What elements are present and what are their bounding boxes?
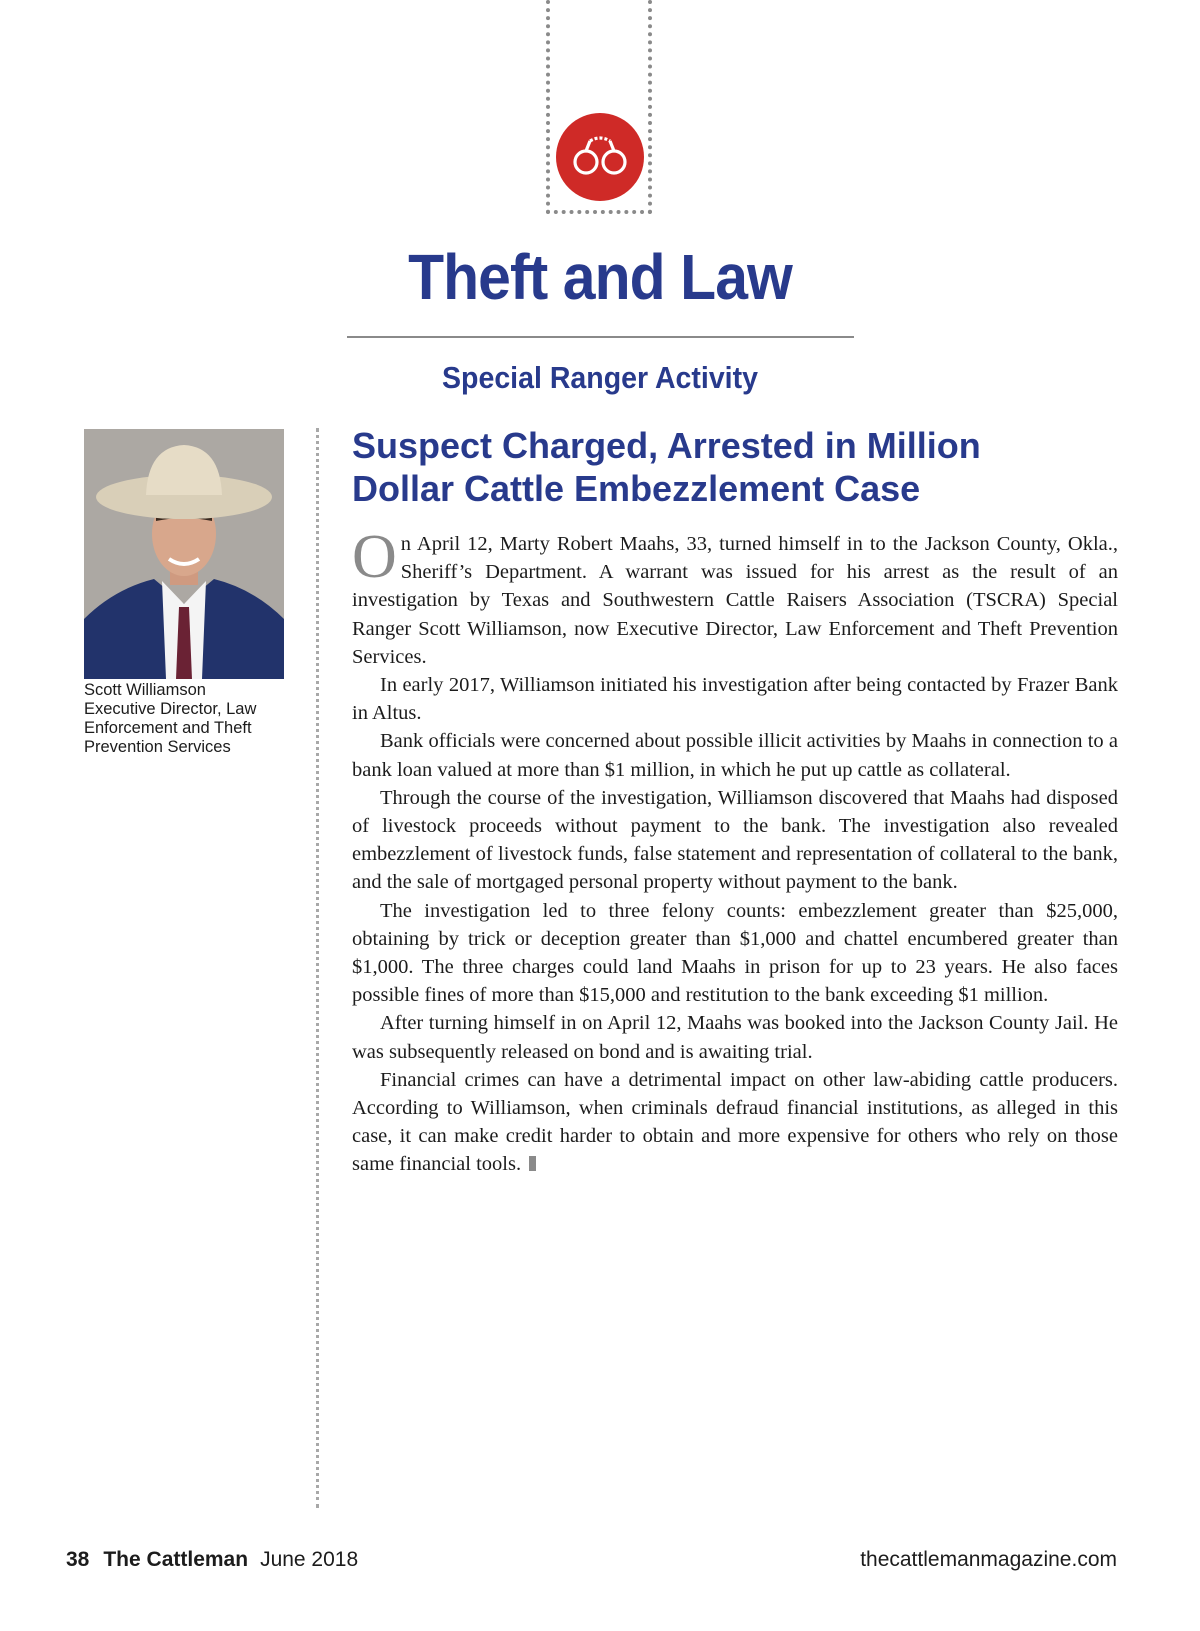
portrait-photo	[84, 429, 284, 679]
section-title: Theft and Law	[408, 241, 792, 313]
paragraph-text: n April 12, Marty Robert Maahs, 33, turned himself in to the Jackson County, Okla., Sheriff’s Department. A warrant was issued for his arrest as the result of an investigation by Texas and Southwestern Cattle Raisers Association (TSCRA) Special Ranger Scott Williamson, now Executive Director, Law Enforcement and Theft Prevention Services.	[352, 533, 1118, 668]
article-paragraph: In early 2017, Williamson initiated his investigation after being contacted by Frazer Bank in Altus.	[352, 674, 1118, 725]
handcuffs-icon	[556, 113, 644, 201]
article-paragraph: The investigation led to three felony counts: embezzlement greater than $25,000, obtaining by trick or deception greater than $1,000 and chattel encumbered greater than $1,000. The three charges could land Maahs in prison for up to 23 years. He also faces possible fines of more than $15,000 and restitution to the bank exceeding $1 million.	[352, 899, 1118, 1007]
article-body	[352, 523, 1118, 1179]
footer-publication	[66, 1548, 358, 1572]
footer-website[interactable]: thecattlemanmagazine.com	[860, 1548, 1117, 1571]
issue-date: June 2018	[260, 1548, 359, 1571]
paragraph-text: Financial crimes can have a detrimental impact on other law-abiding cattle producers. According to Williamson, when criminals defraud financial institutions, as alleged in this case, it can make credit harder to obtain and more expensive for others who rely on those same financial tools.	[352, 1068, 1118, 1176]
magazine-name: The Cattleman	[103, 1548, 249, 1571]
caption-line: Enforcement and Theft	[84, 719, 252, 737]
article-headline	[352, 424, 1112, 510]
section-subtitle: Special Ranger Activity	[442, 360, 758, 395]
caption-line: Prevention Services	[84, 738, 231, 756]
article-paragraph: After turning himself in on April 12, Maahs was booked into the Jackson County Jail. He was subsequently released on bond and is awaiting trial.	[352, 1012, 1118, 1063]
article-paragraph: Bank officials were concerned about possible illicit activities by Maahs in connection to a bank loan valued at more than $1 million, in which he put up cattle as collateral.	[352, 730, 1118, 781]
article-paragraph	[352, 1066, 1118, 1179]
drop-cap: O	[352, 523, 397, 591]
caption-line: Scott Williamson	[84, 681, 206, 699]
page-number: 38	[66, 1548, 90, 1571]
title-divider	[347, 336, 854, 338]
end-of-article-mark	[529, 1156, 536, 1171]
column-divider	[316, 428, 319, 1508]
headline-line: Dollar Cattle Embezzlement Case	[352, 468, 921, 509]
photo-caption	[84, 681, 294, 757]
caption-line: Executive Director, Law	[84, 700, 257, 718]
article-paragraph	[352, 523, 1118, 671]
headline-line: Suspect Charged, Arrested in Million	[352, 425, 981, 466]
article-paragraph: Through the course of the investigation, Williamson discovered that Maahs had disposed of livestock proceeds without payment to the bank. The investigation also revealed embezzlement of livestock funds, false statement and representation of collateral to the bank, and the sale of mortgaged personal property without payment to the bank.	[352, 786, 1118, 894]
